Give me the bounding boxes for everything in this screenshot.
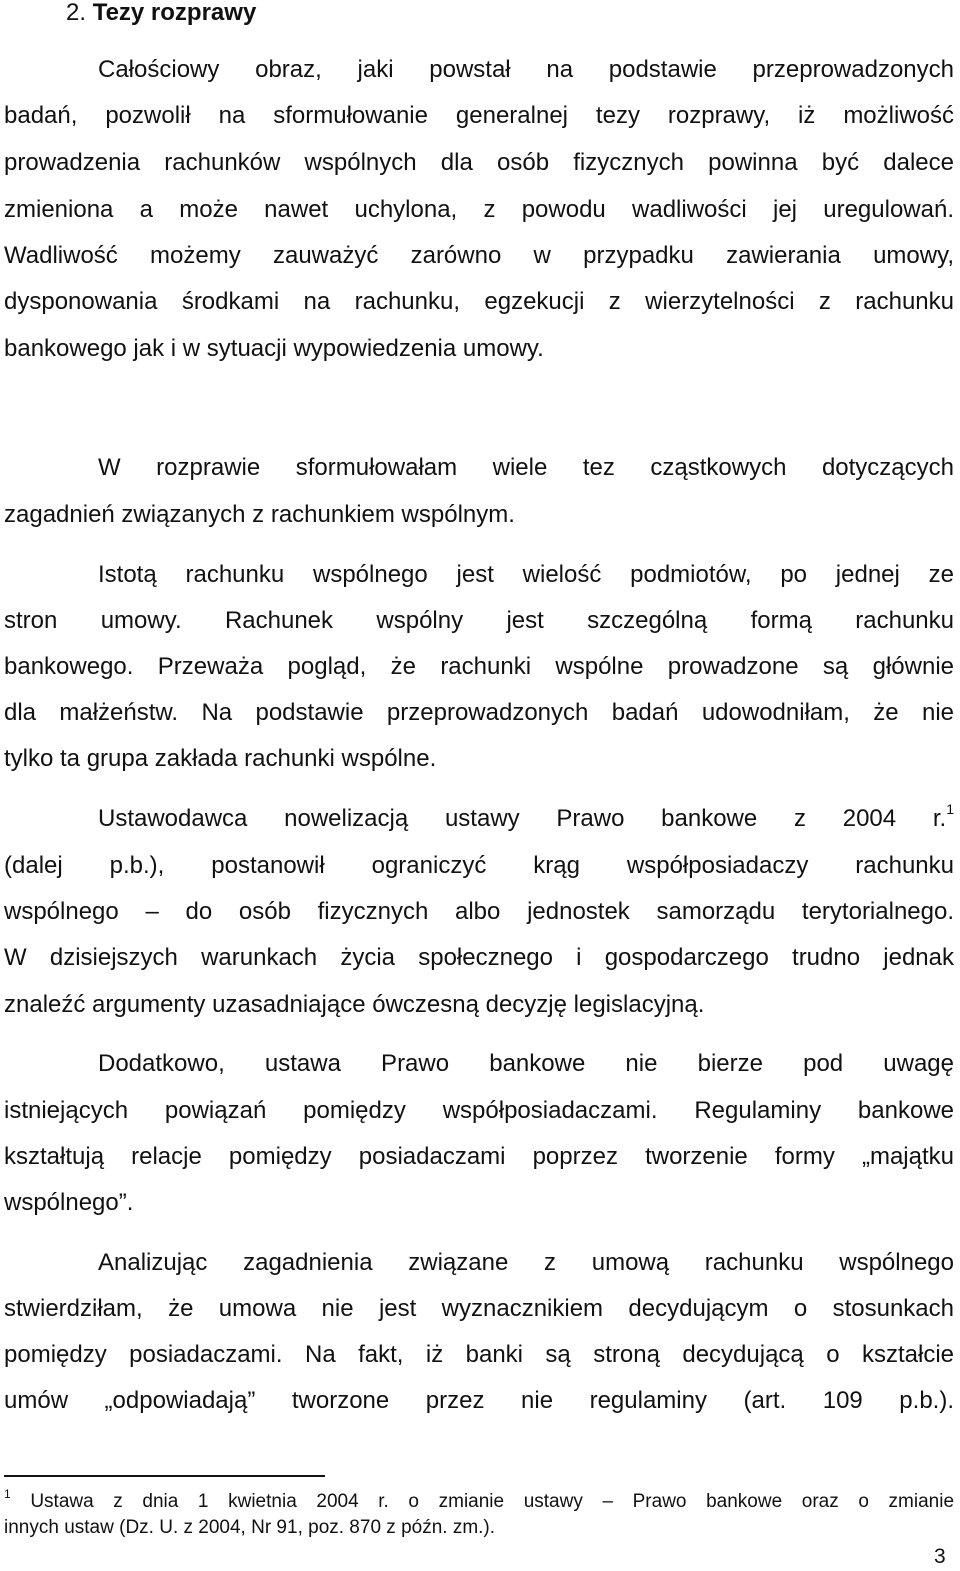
paragraph-line bbox=[98, 801, 954, 834]
paragraph-line: Dodatkowo, ustawa Prawo bankowe nie bierze pod uwagę bbox=[98, 1050, 954, 1077]
paragraph-line: Całościowy obraz, jaki powstał na podstawie przeprowadzonych bbox=[98, 56, 954, 83]
paragraph-line: istniejących powiązań pomiędzy współposiadaczami. Regulaminy bankowe bbox=[4, 1097, 954, 1124]
paragraph-line: (dalej p.b.), postanowił ograniczyć krąg współposiadaczy rachunku bbox=[4, 852, 954, 879]
paragraph-line: W rozprawie sformułowałam wiele tez cząstkowych dotyczących bbox=[98, 454, 954, 481]
paragraph-line: stwierdziłam, że umowa nie jest wyznacznikiem decydującym o stosunkach bbox=[4, 1295, 954, 1322]
paragraph-line: znaleźć argumenty uzasadniające ówczesną decyzję legislacyjną. bbox=[4, 991, 705, 1018]
footnote-marker: 1 bbox=[4, 1487, 11, 1501]
footnote-line bbox=[4, 1487, 955, 1514]
paragraph-line: wspólnego – do osób fizycznych albo jednostek samorządu terytorialnego. bbox=[4, 898, 954, 925]
paragraph-line: pomiędzy posiadaczami. Na fakt, iż banki są stroną decydującą o kształcie bbox=[4, 1341, 954, 1368]
paragraph-line: zmieniona a może nawet uchylona, z powodu wadliwości jej uregulowań. bbox=[4, 196, 954, 223]
section-title: Tezy rozprawy bbox=[92, 0, 257, 26]
paragraph-line: Istotą rachunku wspólnego jest wielość podmiotów, po jednej ze bbox=[98, 561, 954, 588]
paragraph-line: bankowego. Przeważa pogląd, że rachunki wspólne prowadzone są głównie bbox=[4, 653, 954, 680]
paragraph-line: kształtują relacje pomiędzy posiadaczami poprzez tworzenie formy „majątku bbox=[4, 1143, 954, 1170]
paragraph-line: dysponowania środkami na rachunku, egzekucji z wierzytelności z rachunku bbox=[4, 288, 954, 315]
section-number: 2. bbox=[66, 0, 87, 26]
paragraph-line: wspólnego”. bbox=[4, 1189, 134, 1216]
paragraph-line: bankowego jak i w sytuacji wypowiedzenia umowy. bbox=[4, 335, 544, 362]
footnote-separator bbox=[4, 1475, 325, 1477]
footnote-reference[interactable]: 1 bbox=[946, 801, 954, 817]
paragraph-line: Analizując zagadnienia związane z umową rachunku wspólnego bbox=[98, 1249, 954, 1276]
paragraph-line: umów „odpowiadają” tworzone przez nie regulaminy (art. 109 p.b.). bbox=[4, 1387, 954, 1414]
paragraph-line-text: Ustawodawca nowelizacją ustawy Prawo bankowe z 2004 r. bbox=[98, 805, 947, 832]
paragraph-line: tylko ta grupa zakłada rachunki wspólne. bbox=[4, 745, 437, 772]
footnote-text: Ustawa z dnia 1 kwietnia 2004 r. o zmianie ustawy – Prawo bankowe oraz o zmianie bbox=[30, 1491, 955, 1512]
page-number: 3 bbox=[934, 1545, 946, 1568]
paragraph-line: prowadzenia rachunków wspólnych dla osób fizycznych powinna być dalece bbox=[4, 149, 954, 176]
paragraph-line: stron umowy. Rachunek wspólny jest szczególną formą rachunku bbox=[4, 607, 954, 634]
paragraph-line: dla małżeństw. Na podstawie przeprowadzonych badań udowodniłam, że nie bbox=[4, 699, 954, 726]
section-heading bbox=[66, 0, 256, 28]
paragraph-line: W dzisiejszych warunkach życia społecznego i gospodarczego trudno jednak bbox=[4, 944, 954, 971]
footnote-line: innych ustaw (Dz. U. z 2004, Nr 91, poz. 870 z późn. zm.). bbox=[4, 1517, 496, 1538]
paragraph-line: zagadnień związanych z rachunkiem wspólnym. bbox=[4, 501, 515, 528]
paragraph-line: badań, pozwolił na sformułowanie generalnej tezy rozprawy, iż możliwość bbox=[4, 102, 954, 129]
paragraph-line: Wadliwość możemy zauważyć zarówno w przypadku zawierania umowy, bbox=[4, 242, 954, 269]
